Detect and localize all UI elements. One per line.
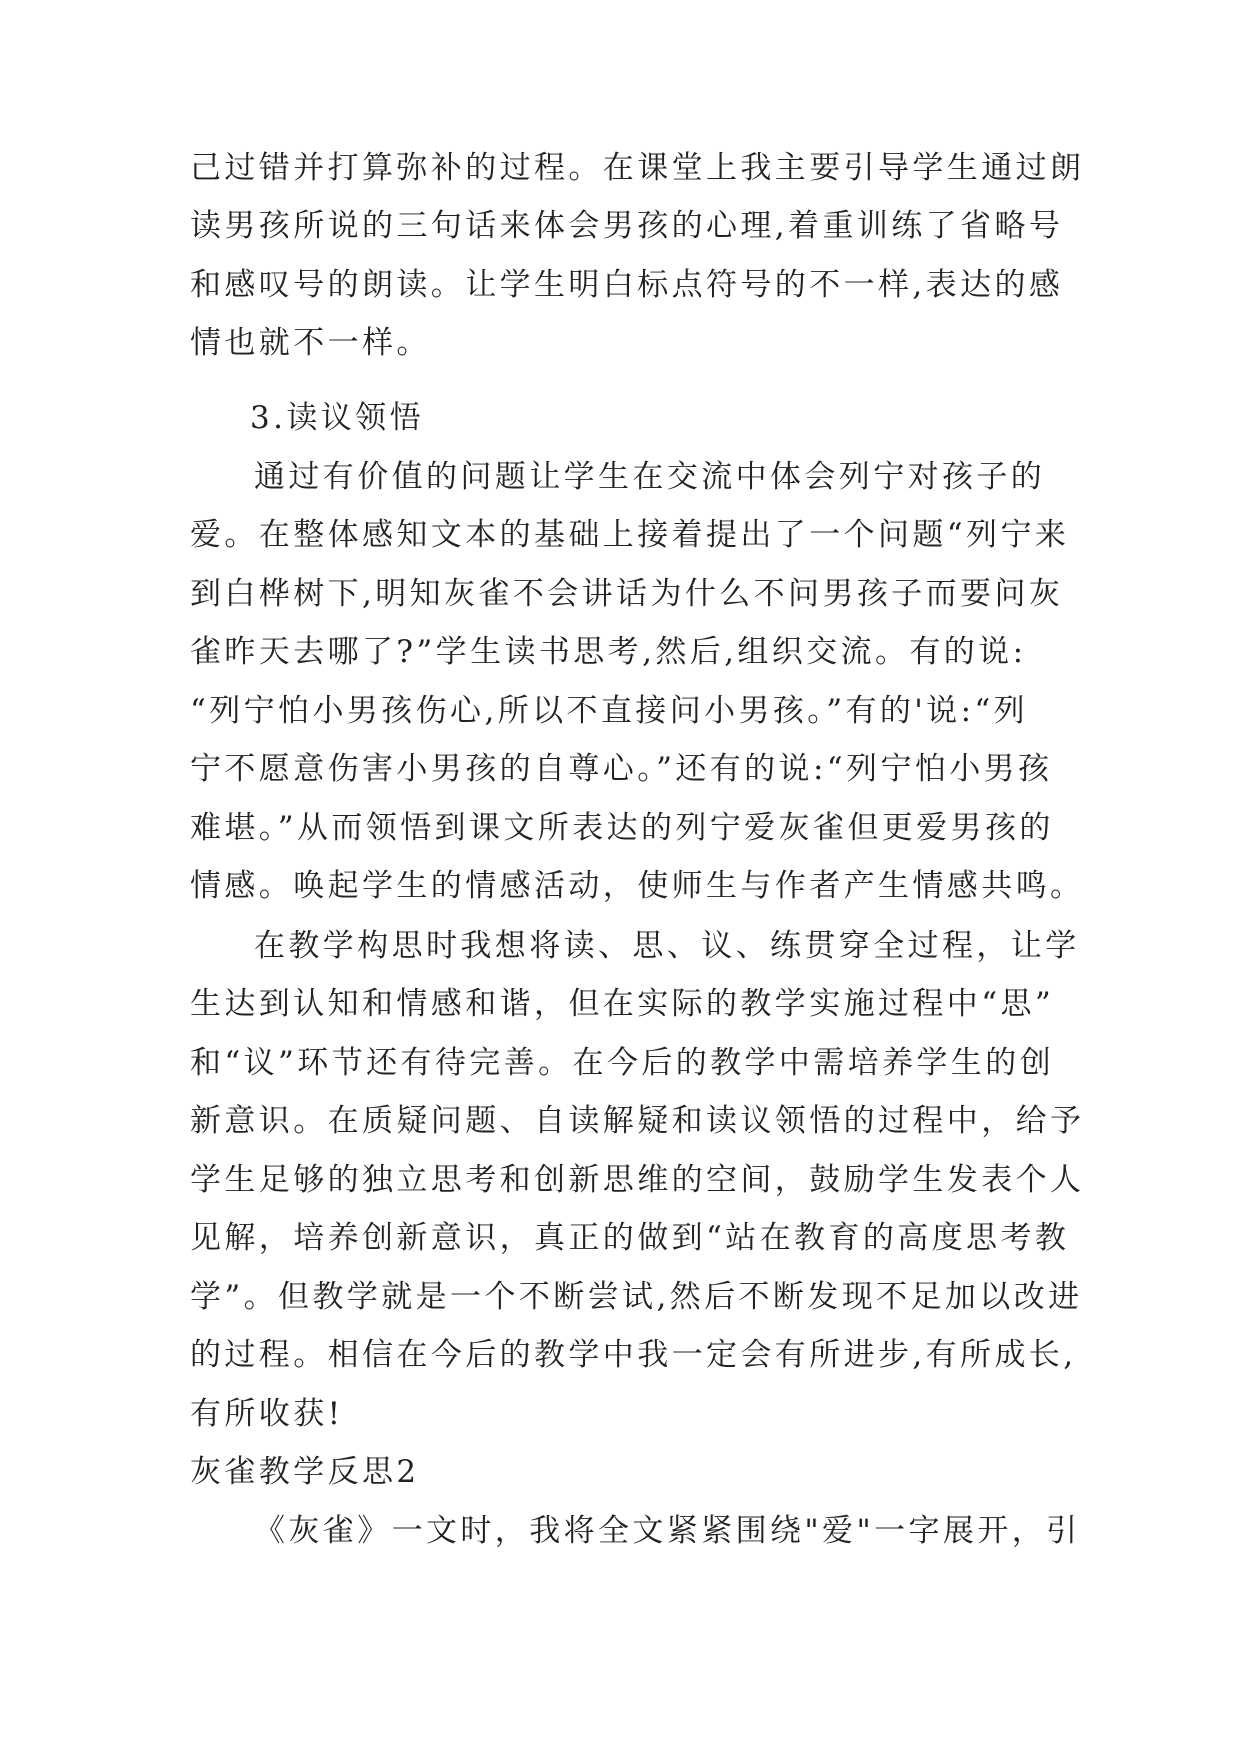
- section-heading: 3.读议领悟: [250, 400, 424, 436]
- text-line: 宁不愿意伤害小男孩的自尊心。”还有的说:“列宁怕小男孩: [190, 751, 1053, 787]
- text-line: 爱。在整体感知文本的基础上接着提出了一个问题“列宁来: [190, 517, 1070, 553]
- section-title: 灰雀教学反思2: [190, 1454, 420, 1490]
- text-line: 见解，培养创新意识，真正的做到“站在教育的高度思考教: [190, 1220, 1070, 1256]
- text-line: “列宁怕小男孩伤心,所以不直接问小男孩。”有的'说:“列: [190, 693, 1029, 729]
- text-line: 情也就不一样。: [190, 325, 431, 361]
- text-line: 情感。唤起学生的情感活动，使师生与作者产生情感共鸣。: [190, 868, 1085, 904]
- text-line: 有所收获!: [190, 1396, 344, 1432]
- text-line: 通过有价值的问题让学生在交流中体会列宁对孩子的: [254, 459, 1046, 495]
- text-line: 己过错并打算弥补的过程。在课堂上我主要引导学生通过朗: [190, 150, 1085, 186]
- text-line: 新意识。在质疑问题、自读解疑和读议领悟的过程中，给予: [190, 1103, 1085, 1139]
- text-line: 学生足够的独立思考和创新思维的空间，鼓励学生发表个人: [190, 1162, 1085, 1198]
- text-line: 在教学构思时我想将读、思、议、练贯穿全过程，让学: [254, 928, 1080, 964]
- text-line: 雀昨天去哪了?”学生读书思考,然后,组织交流。有的说:: [190, 634, 1027, 670]
- text-line: 读男孩所说的三句话来体会男孩的心理,着重训练了省略号: [190, 208, 1064, 244]
- text-line: 难堪。”从而领悟到课文所表达的列宁爱灰雀但更爱男孩的: [190, 810, 1054, 846]
- text-line: 和感叹号的朗读。让学生明白标点符号的不一样,表达的感: [190, 267, 1064, 303]
- text-line: 和“议”环节还有待完善。在今后的教学中需培养学生的创: [190, 1045, 1055, 1081]
- text-line: 《灰雀》一文时，我将全文紧紧围绕"爱"一字展开，引: [254, 1513, 1081, 1549]
- text-line: 学”。但教学就是一个不断尝试,然后不断发现不足加以改进: [190, 1279, 1083, 1315]
- text-line: 到白桦树下,明知灰雀不会讲话为什么不问男孩子而要问灰: [190, 576, 1064, 612]
- text-line: 生达到认知和情感和谐，但在实际的教学实施过程中“思”: [190, 986, 1055, 1022]
- text-line: 的过程。相信在今后的教学中我一定会有所进步,有所成长,: [190, 1337, 1077, 1373]
